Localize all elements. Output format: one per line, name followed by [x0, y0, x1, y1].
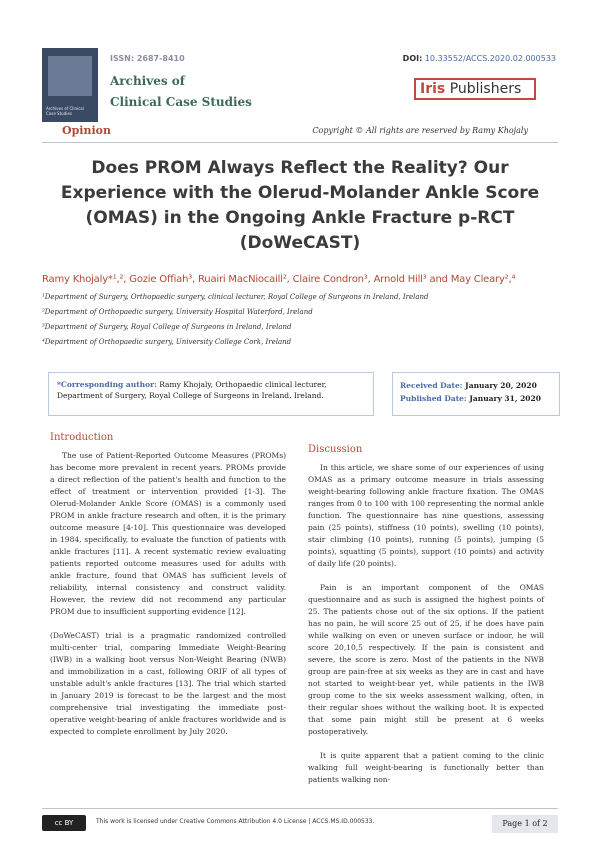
journal-cover-thumbnail: [42, 48, 98, 122]
discussion-paragraph-2: Pain is an important component of the OMAS questionnaire and as such is assigned the highest points of 25. The patients chose out of the six options. If the patient has no pain, he will score 25 out of 25, if he does have pain while walking on even or uneven surface or indoor, he will score 20,10,5 respectively. If the pain is consistent and severe, the score is zero. Most of the patients in the NWB group are pain-free at six weeks as they are in cast and have not started to weight-bear yet, while patients in the IWB group come to the six weeks assessment walking, often, in their regular shoes without the walking boot. It is expected that some pain might still be present at 6 weeks postoperatively.: [308, 583, 544, 736]
published-date-value: January 31, 2020: [466, 394, 541, 403]
doi-label: DOI:: [402, 54, 423, 63]
discussion-heading: Discussion: [308, 444, 363, 455]
cover-text: Archives of Clinical Case Studies: [46, 106, 84, 116]
affiliations: [42, 293, 562, 353]
affiliation-4: ⁴Department of Orthopaedic surgery, University College Cork, Ireland: [42, 338, 292, 346]
issn: ISSN: 2687-8410: [110, 54, 185, 63]
copyright: Copyright © All rights are reserved by Ramy Khojaly: [312, 126, 528, 135]
journal-name-line2: Clinical Case Studies: [110, 95, 252, 109]
footer-divider: [42, 808, 558, 809]
journal-name-line1: Archives of: [110, 74, 185, 88]
corresponding-author-text: Ramy Khojaly, Orthopaedic clinical lecturer, Department of Surgery, Royal College of Surgeons in Ireland, Ireland.: [57, 380, 327, 400]
introduction-heading: Introduction: [50, 432, 114, 443]
license-text: This work is licensed under Creative Commons Attribution 4.0 License | ACCS.MS.ID.000533.: [96, 818, 375, 825]
corresponding-author-label: *Corresponding author:: [57, 380, 157, 389]
discussion-paragraph-3: It is quite apparent that a patient coming to the clinic walking full weight-bearing is functionally better than patients walking non-: [308, 751, 544, 784]
author-list: Ramy Khojaly*¹,², Gozie Offiah³, Ruairi MacNiocaill², Claire Condron³, Arnold Hill³ and May Cleary²,⁴: [42, 274, 516, 285]
introduction-paragraph-1: The use of Patient-Reported Outcome Measures (PROMs) has become more prevalent in recent years. PROMs provide a direct reflection of the patient's health and function to the effect of treatment or intervention provided [1-3]. The Olerud-Molander Ankle Score (OMAS) is a commonly used PROM in ankle fracture research and often, it is the primary outcome measure [4-10]. This questionnaire was developed in 1984, specifically, to evaluate the function of patients with ankle fractures [11]. A recent systematic review evaluating patients reported outcome measures used for adults with ankle fracture, found that OMAS has sufficient levels of reliability, internal consistency and construct validity. However, the review did not recommend any particular PROM due to insufficient supporting evidence [12].: [50, 451, 286, 616]
discussion-paragraph-1: In this article, we share some of our experiences of using OMAS as a primary outcome measure in trials assessing weight-bearing following ankle fracture fixation. The OMAS ranges from 0 to 100 with 100 representing the normal ankle function. The questionnaire has nine questions, assessing pain (25 points), stiffness (10 points), swelling (10 points), stair climbing (10 points), running (5 points), jumping (5 points), squatting (5 points), support (10 points) and activity of daily life (20 points).: [308, 463, 544, 568]
received-date-label: Received Date:: [400, 381, 463, 390]
introduction-paragraph-2: (DoWeCAST) trial is a pragmatic randomized controlled multi-center trial, comparing Immediate Weight-Bearing (IWB) in a walking boot versus Non-Weight Bearing (NWB) and immobilization in a cast, following ORIF of all types of unstable adult's ankle fractures [13]. The trial which started in January 2019 is forecast to be the largest and the most comprehensive trial investigating the immediate post-operative weight-bearing of ankle fractures worldwide and is expected to complete enrollment by July 2020.: [50, 631, 286, 736]
publisher-logo-iris: Iris: [420, 81, 446, 97]
received-date-value: January 20, 2020: [462, 381, 537, 390]
page-number: Page 1 of 2: [492, 815, 558, 833]
cover-image: [48, 56, 92, 96]
published-date-label: Published Date:: [400, 394, 467, 403]
doi-link[interactable]: 10.33552/ACCS.2020.02.000533: [424, 54, 556, 63]
affiliation-3: ³Department of Surgery, Royal College of Surgeons in Ireland, Ireland: [42, 323, 292, 331]
published-date: [400, 392, 552, 405]
left-column: [50, 432, 286, 750]
creative-commons-icon[interactable]: cc BY: [42, 815, 86, 831]
affiliation-1: ¹Department of Surgery, Orthopaedic surgery, clinical lecturer, Royal College of Surgeons in Ireland, Ireland: [42, 293, 429, 301]
dates-box: [392, 372, 560, 416]
affiliation-2: ²Department of Orthopaedic surgery, University Hospital Waterford, Ireland: [42, 308, 313, 316]
publisher-logo: [414, 78, 536, 100]
corresponding-author-box: [48, 372, 374, 416]
received-date: [400, 379, 552, 392]
article-title: Does PROM Always Reflect the Reality? Our Experience with the Olerud-Molander Ankle Score (OMAS) in the Ongoing Ankle Fracture p-RCT (DoWeCAST): [60, 158, 540, 253]
article-type: Opinion: [62, 124, 111, 137]
doi[interactable]: [403, 54, 556, 63]
header-divider: [42, 142, 558, 143]
publisher-logo-rest: Publishers: [445, 81, 522, 97]
right-column: [308, 444, 544, 798]
journal-name: [110, 71, 252, 113]
